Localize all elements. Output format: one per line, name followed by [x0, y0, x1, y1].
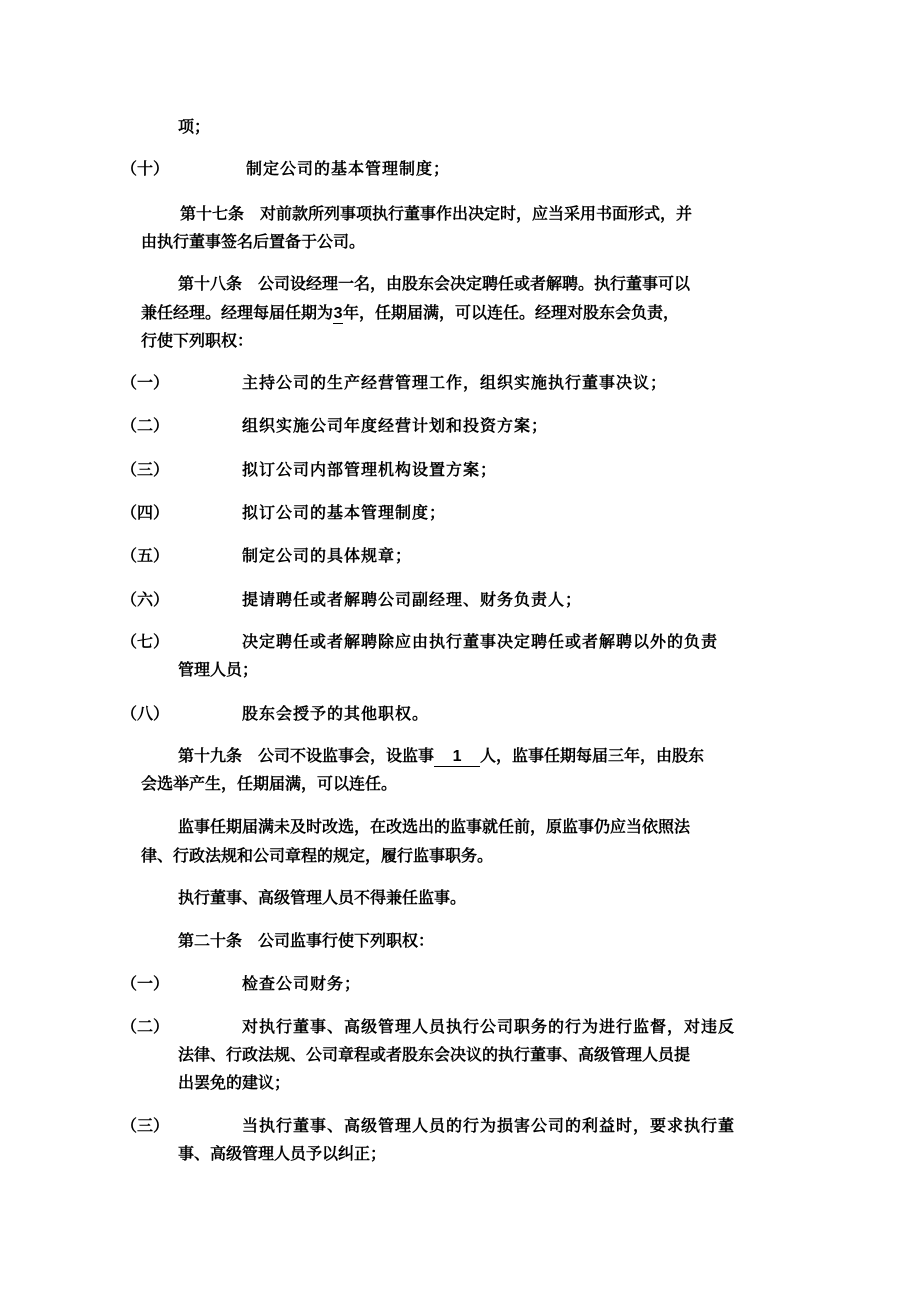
article-18-line-2-post: 年，任期届满，可以连任。经理对股东会负责， [343, 303, 680, 322]
manager-item-text: 股东会授予的其他职权。 [242, 704, 430, 723]
supervisor-item-text: 当执行董事、高级管理人员的行为损害公司的利益时，要求执行董 [242, 1116, 736, 1135]
article-20: 第二十条 公司监事行使下列职权： [178, 931, 435, 950]
manager-item-text: 拟订公司内部管理机构设置方案； [242, 460, 498, 479]
manager-item-number: （八） [121, 704, 170, 723]
supervisor-item-number: （一） [121, 974, 170, 993]
supervisor-para-line-1: 监事任期届满未及时改选，在改选出的监事就任前，原监事仍应当依照法 [178, 817, 691, 836]
article-19-line-2: 会选举产生，任期届满，可以连任。 [141, 774, 398, 793]
manager-item-text: 制定公司的具体规章； [242, 546, 413, 565]
article-19-line-1-post: 人，监事任期每届三年，由股东 [480, 746, 705, 765]
item-continuation: 项； [178, 117, 211, 136]
manager-item-number: （二） [121, 416, 170, 435]
manager-item-number: （四） [121, 503, 170, 522]
article-17-line-1: 第十七条 对前款所列事项执行董事作出决定时，应当采用书面形式，并 [180, 204, 693, 223]
manager-item-text: 组织实施公司年度经营计划和投资方案； [242, 416, 549, 435]
manager-item-text-cont: 管理人员； [178, 660, 259, 679]
supervisor-item-text: 检查公司财务； [242, 974, 362, 993]
article-18-line-1: 第十八条 公司设经理一名，由股东会决定聘任或者解聘。执行董事可以 [178, 274, 691, 293]
item-number-10: （十） [121, 159, 170, 178]
supervisor-item-number: （二） [121, 1017, 170, 1036]
article-18-line-2-pre: 兼任经理。经理每届任期为 [141, 303, 334, 322]
article-19-line-1 [178, 745, 704, 767]
manager-item-number: （六） [121, 590, 170, 609]
supervisor-item-text: 对执行董事、高级管理人员执行公司职务的行为进行监督，对违反 [242, 1017, 736, 1036]
supervisor-item-text-cont: 出罢免的建议； [178, 1073, 291, 1092]
manager-item-text: 提请聘任或者解聘公司副经理、财务负责人； [242, 590, 583, 609]
manager-item-text: 主持公司的生产经营管理工作，组织实施执行董事决议； [242, 373, 668, 392]
manager-term-years-field: 3 [333, 305, 343, 322]
article-18-line-3: 行使下列职权： [141, 331, 254, 350]
manager-item-number: （三） [121, 460, 170, 479]
supervisor-item-text-cont: 事、高级管理人员予以纠正； [178, 1144, 387, 1163]
article-18-line-2 [141, 302, 679, 324]
manager-item-number: （五） [121, 546, 170, 565]
item-text-10: 制定公司的基本管理制度； [246, 159, 451, 178]
manager-item-number: （一） [121, 373, 170, 392]
manager-item-text: 决定聘任或者解聘除应由执行董事决定聘任或者解聘以外的负责 [242, 632, 719, 651]
supervisor-item-number: （三） [121, 1116, 170, 1135]
supervisor-item-text-cont: 法律、行政法规、公司章程或者股东会决议的执行董事、高级管理人员提 [178, 1045, 691, 1064]
supervisor-count-field: 1 [434, 748, 480, 767]
article-17-line-2: 由执行董事签名后置备于公司。 [141, 232, 366, 251]
manager-item-number: （七） [121, 632, 170, 651]
supervisor-para-line-2: 律、行政法规和公司章程的规定，履行监事职务。 [141, 846, 494, 865]
article-19-line-1-pre: 第十九条 公司不设监事会，设监事 [178, 746, 435, 765]
supervisor-restriction: 执行董事、高级管理人员不得兼任监事。 [178, 888, 467, 907]
manager-item-text: 拟订公司的基本管理制度； [242, 503, 447, 522]
